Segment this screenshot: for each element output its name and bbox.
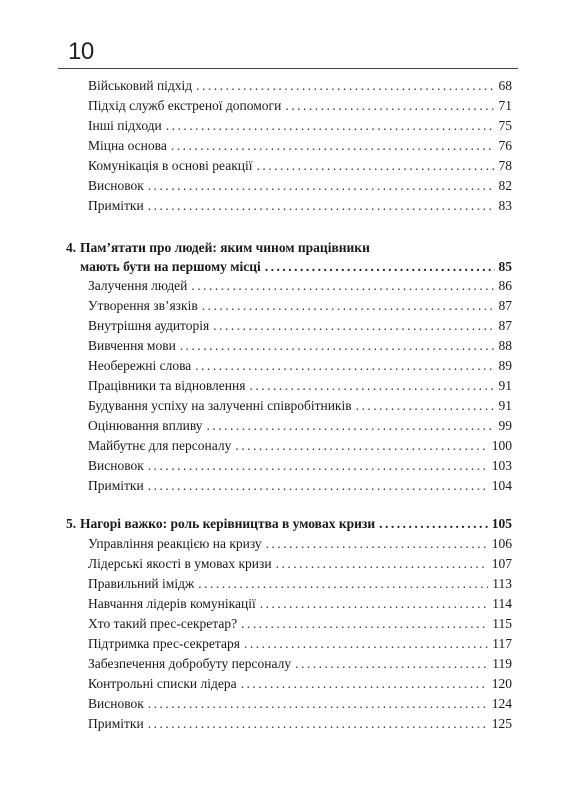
chapter-title-line2: мають бути на першому місці xyxy=(80,259,261,274)
toc-entry-title: Оцінювання впливу xyxy=(88,418,203,433)
toc-entry[interactable] xyxy=(88,418,512,438)
toc-entry-page: 99 xyxy=(498,418,512,433)
toc-entry[interactable] xyxy=(88,398,512,418)
toc-entry[interactable] xyxy=(88,158,512,178)
page-number: 10 xyxy=(68,38,94,65)
toc-entry[interactable] xyxy=(88,478,512,498)
toc-entry[interactable] xyxy=(88,458,512,478)
toc-entry[interactable] xyxy=(88,716,512,736)
toc-entry-page: 106 xyxy=(491,536,512,551)
chapter-page: 85 xyxy=(498,259,512,274)
toc-entry-page: 113 xyxy=(492,576,512,591)
chapter-page: 105 xyxy=(491,516,512,531)
chapter-title: Нагорі важко: роль керівництва в умовах кризи xyxy=(80,516,376,531)
toc-entry-page: 117 xyxy=(492,636,512,651)
toc-entry-page: 91 xyxy=(498,378,512,393)
toc-entry-page: 86 xyxy=(498,278,512,293)
toc-entry[interactable] xyxy=(88,536,512,556)
toc-entry-page: 71 xyxy=(498,98,512,113)
toc-entry[interactable] xyxy=(88,118,512,138)
toc-entry-title: Міцна основа xyxy=(88,138,167,153)
chapter-number: 5. xyxy=(66,516,77,531)
table-of-contents xyxy=(66,0,512,800)
toc-entry-page: 88 xyxy=(498,338,512,353)
toc-entry-page: 104 xyxy=(491,478,512,493)
toc-entry-page: 125 xyxy=(491,716,512,731)
toc-entry-page: 119 xyxy=(492,656,512,671)
toc-entry[interactable] xyxy=(88,656,512,676)
toc-entry-title: Навчання лідерів комунікації xyxy=(88,596,256,611)
toc-entry-title: Необережні слова xyxy=(88,358,192,373)
toc-entry-page: 114 xyxy=(492,596,512,611)
toc-entry-title: Підтримка прес-секретаря xyxy=(88,636,240,651)
toc-entry-title: Інші підходи xyxy=(88,118,162,133)
toc-entry-title: Підхід служб екстреної допомоги xyxy=(88,98,282,113)
toc-entry-title: Висновок xyxy=(88,458,144,473)
toc-entry[interactable] xyxy=(88,378,512,398)
toc-entry[interactable] xyxy=(88,138,512,158)
toc-entry-title: Примітки xyxy=(88,478,144,493)
toc-entry-title: Будування успіху на залученні співробітників xyxy=(88,398,352,413)
toc-entry-page: 107 xyxy=(491,556,512,571)
toc-entry-page: 75 xyxy=(498,118,512,133)
toc-entry-title: Військовий підхід xyxy=(88,78,193,93)
toc-entry-title: Комунікація в основі реакції xyxy=(88,158,253,173)
toc-entry-page: 91 xyxy=(498,398,512,413)
toc-entry[interactable] xyxy=(88,198,512,218)
toc-entry[interactable] xyxy=(88,178,512,198)
toc-entry[interactable] xyxy=(88,576,512,596)
toc-entry-title: Майбутнє для персоналу xyxy=(88,438,232,453)
toc-entry-page: 100 xyxy=(491,438,512,453)
toc-chapter-4[interactable] xyxy=(66,240,512,280)
toc-entry[interactable] xyxy=(88,696,512,716)
toc-entry-title: Контрольні списки лідера xyxy=(88,676,237,691)
toc-entry-page: 89 xyxy=(498,358,512,373)
toc-entry-page: 76 xyxy=(498,138,512,153)
toc-entry[interactable] xyxy=(88,78,512,98)
toc-entry[interactable] xyxy=(88,636,512,656)
toc-entry-page: 83 xyxy=(498,198,512,213)
toc-entry-title: Залучення людей xyxy=(88,278,188,293)
toc-entry-title: Внутрішня аудиторія xyxy=(88,318,210,333)
toc-entry[interactable] xyxy=(88,358,512,378)
toc-entry[interactable] xyxy=(88,278,512,298)
toc-entry[interactable] xyxy=(88,676,512,696)
toc-entry-title: Управління реакцією на кризу xyxy=(88,536,262,551)
toc-entry-title: Вивчення мови xyxy=(88,338,176,353)
toc-entry[interactable] xyxy=(88,338,512,358)
toc-entry-title: Правильний імідж xyxy=(88,576,195,591)
toc-entry-title: Примітки xyxy=(88,716,144,731)
toc-entry-title: Висновок xyxy=(88,178,144,193)
chapter-number: 4. xyxy=(66,240,77,255)
toc-entry[interactable] xyxy=(88,596,512,616)
chapter-title-line1: Пам’ятати про людей: яким чином працівники xyxy=(80,240,370,255)
toc-entry-page: 124 xyxy=(491,696,512,711)
toc-entry-page: 115 xyxy=(492,616,512,631)
toc-entry[interactable] xyxy=(88,298,512,318)
toc-entry-title: Примітки xyxy=(88,198,144,213)
toc-entry[interactable] xyxy=(88,556,512,576)
toc-entry[interactable] xyxy=(88,616,512,636)
toc-entry-title: Утворення зв’язків xyxy=(88,298,198,313)
toc-entry-page: 87 xyxy=(498,298,512,313)
toc-entry-title: Висновок xyxy=(88,696,144,711)
toc-entry-title: Хто такий прес-секретар? xyxy=(88,616,238,631)
toc-entry[interactable] xyxy=(88,98,512,118)
toc-entry-page: 68 xyxy=(498,78,512,93)
toc-entry-page: 120 xyxy=(491,676,512,691)
toc-entry-page: 82 xyxy=(498,178,512,193)
toc-entry-title: Працівники та відновлення xyxy=(88,378,246,393)
toc-entry-title: Забезпечення добробуту персоналу xyxy=(88,656,292,671)
toc-entry-title: Лідерські якості в умовах кризи xyxy=(88,556,272,571)
toc-entry[interactable] xyxy=(88,438,512,458)
toc-chapter-5[interactable] xyxy=(66,516,512,536)
toc-entry-page: 87 xyxy=(498,318,512,333)
toc-entry-page: 78 xyxy=(498,158,512,173)
toc-entry[interactable] xyxy=(88,318,512,338)
toc-entry-page: 103 xyxy=(491,458,512,473)
